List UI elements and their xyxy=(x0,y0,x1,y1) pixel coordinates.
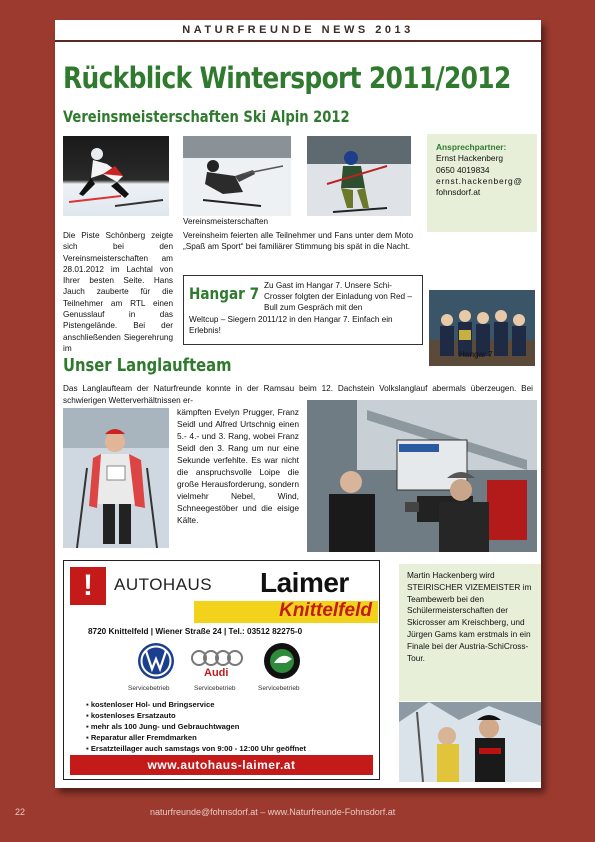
ad-city: Knittelfeld xyxy=(279,600,372,621)
martin-text: Martin Hackenberg wird STEIRISCHER VIZEMEISTER im Teambewerb bei den Schülermeisterschaften der Skicrosser am Kreischberg, und Jürgen Gams kam erstmals in ein Finale bei der Austria-SchiCross-Tour. xyxy=(407,570,532,663)
ad-url[interactable]: www.autohaus-laimer.at xyxy=(147,758,296,772)
ad-red-block xyxy=(70,567,106,605)
contact-phone: 0650 4019834 xyxy=(436,164,490,175)
hangar-7-box xyxy=(183,275,423,345)
newsletter-page xyxy=(55,20,541,788)
service-item: ▪ kostenloses Ersatzauto xyxy=(86,711,176,720)
service-item: ▪ Reparatur aller Fremdmarken xyxy=(86,733,197,742)
ad-address: 8720 Knittelfeld | Wiener Straße 24 | Tel.: 03512 82275-0 xyxy=(88,627,303,636)
photo-caption-vereinsmeisterschaften: Vereinsmeisterschaften xyxy=(183,217,269,226)
header-banner-text: NATURFREUNDE NEWS 2013 xyxy=(182,24,414,36)
langlauf-body: kämpften Evelyn Prugger, Franz Seidl und Alfred Urtschnig einen 5.- 4.- und 3. Rang, wobei Franz Seidl den 3. Rang um nur eine Sekunde verfehlte. Es war nicht die anspruchsvolle Loipe die große Herausforderung, sondern vielmehr Nebel, Wind, Schneegestöber und die eisige Kälte. xyxy=(177,407,299,525)
exclamation-icon: ! xyxy=(83,569,93,602)
skoda-logo xyxy=(262,641,302,681)
logo-label-vw: Servicebetrieb xyxy=(128,685,170,692)
photo-skier-crouch xyxy=(183,136,291,216)
service-item: ▪ mehr als 100 Jung- und Gebrauchtwagen xyxy=(86,722,240,731)
ad-brand-name: Laimer xyxy=(260,567,349,598)
ad-city-banner xyxy=(194,601,378,623)
photo-langlauf-tv-interview xyxy=(307,400,537,552)
hangar-7-text-top: Zu Gast im Hangar 7. Unsere Schi-Crosser folgten der Einladung von Red – Bull zum Gespräch mit den xyxy=(264,281,412,312)
contact-email-line2: fohnsdorf.at xyxy=(436,187,481,198)
logo-label-audi: Servicebetrieb xyxy=(194,685,236,692)
vw-logo xyxy=(136,641,176,681)
ad-url-banner xyxy=(70,755,373,775)
page-footer xyxy=(0,803,595,823)
hangar-7-photo-caption: Hangar 7 xyxy=(459,350,493,359)
hangar-7-title: Hangar 7 xyxy=(189,284,260,303)
ad-services-list xyxy=(86,699,306,754)
hangar-7-text-bottom: Weltcup – Siegern 2011/12 in den Hangar 7. Einfach ein Erlebnis! xyxy=(189,315,393,335)
autohaus-laimer-ad xyxy=(63,560,380,780)
audi-wordmark: Audi xyxy=(204,667,229,679)
contact-heading: Ansprechpartner: xyxy=(436,142,507,152)
photo-young-skier xyxy=(307,136,411,216)
langlauf-intro: Das Langlaufteam der Naturfreunde konnte in der Ramsau beim 12. Dachstein Volkslanglauf abermals überzeugen. Bei schwierigen Wetterverhältnissen er- xyxy=(63,384,533,405)
section-subtitle-alpin: Vereinsmeisterschaften Ski Alpin 2012 xyxy=(63,107,350,126)
ad-brand-prefix: AUTOHAUS xyxy=(114,575,213,594)
page-number: 22 xyxy=(15,807,26,817)
page-title: Rückblick Wintersport 2011/2012 xyxy=(63,61,511,95)
contact-box xyxy=(427,134,537,232)
photo-skicross-athletes xyxy=(399,702,541,782)
alpin-left-text: Die Piste Schönberg zeigte sich bei den Vereinsmeisterschaften am 28.01.2012 im Lachtal von Ihrer besten Seite. Hans Jauch zauberte für die Teilnehmer am RTL einen Genusslauf in das Pistengelände. Bei der anschließenden Siegerehrung im xyxy=(63,231,173,353)
footer-contact: naturfreunde@fohnsdorf.at – www.Naturfreunde-Fohnsdorf.at xyxy=(150,807,396,817)
service-item: ▪ kostenloser Hol- und Bringservice xyxy=(86,700,215,709)
contact-name: Ernst Hackenberg xyxy=(436,153,504,164)
section-title-langlauf: Unser Langlaufteam xyxy=(63,355,232,376)
photo-langlauf-skier xyxy=(63,408,169,548)
contact-email-line1: ernst.hackenberg@ xyxy=(436,175,523,186)
alpin-right-text: Vereinsheim feierten alle Teilnehmer und Fans unter dem Moto „Spaß am Sport“ bei familiärer Stimmung bis spät in die Nacht. xyxy=(183,231,413,252)
martin-hackenberg-box xyxy=(399,564,541,701)
audi-logo xyxy=(190,647,246,669)
header-banner xyxy=(55,20,541,42)
service-item: ▪ Ersatzteillager auch samstags von 9:00 - 12:00 Uhr geöffnet xyxy=(86,744,307,753)
logo-label-skoda: Servicebetrieb xyxy=(258,685,300,692)
photo-skier-racing xyxy=(63,136,169,216)
